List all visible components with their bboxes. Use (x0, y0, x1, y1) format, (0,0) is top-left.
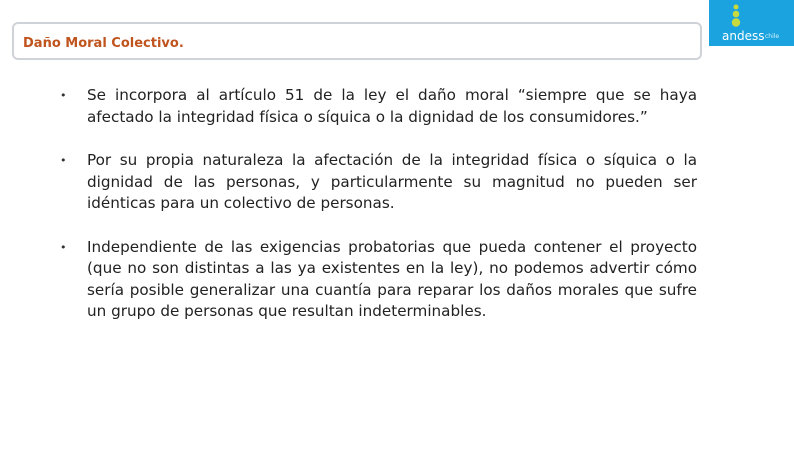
logo-brand-text: andess (722, 29, 765, 43)
bullet-text: Independiente de las exigencias probatorias que pueda contener el proyecto (que no son distintas a las ya existentes en la ley), no podemos advertir cómo sería posible generalizar una cuantía para reparar los daños morales que sufre un grupo de personas que resultan indeterminables. (87, 237, 697, 320)
andess-logo (709, 0, 794, 46)
bullet-marker: • (60, 154, 67, 167)
logo-tagline-text: chile (765, 33, 780, 40)
bullet-marker: • (60, 89, 67, 102)
slide-title-box (12, 22, 702, 60)
bullet-list (60, 85, 697, 345)
slide-title: Daño Moral Colectivo. (23, 36, 184, 51)
bullet-item (60, 150, 697, 215)
bullet-text: Se incorpora al artículo 51 de la ley el daño moral “siempre que se haya afectado la integridad física o síquica o la dignidad de los consumidores.” (87, 86, 697, 126)
bullet-text: Por su propia naturaleza la afectación de la integridad física o síquica o la dignidad de las personas, y particularmente su magnitud no pueden ser idénticas para un colectivo de personas. (87, 151, 697, 212)
bullet-item (60, 237, 697, 323)
bullet-marker: • (60, 240, 67, 254)
bullet-item (60, 85, 697, 128)
